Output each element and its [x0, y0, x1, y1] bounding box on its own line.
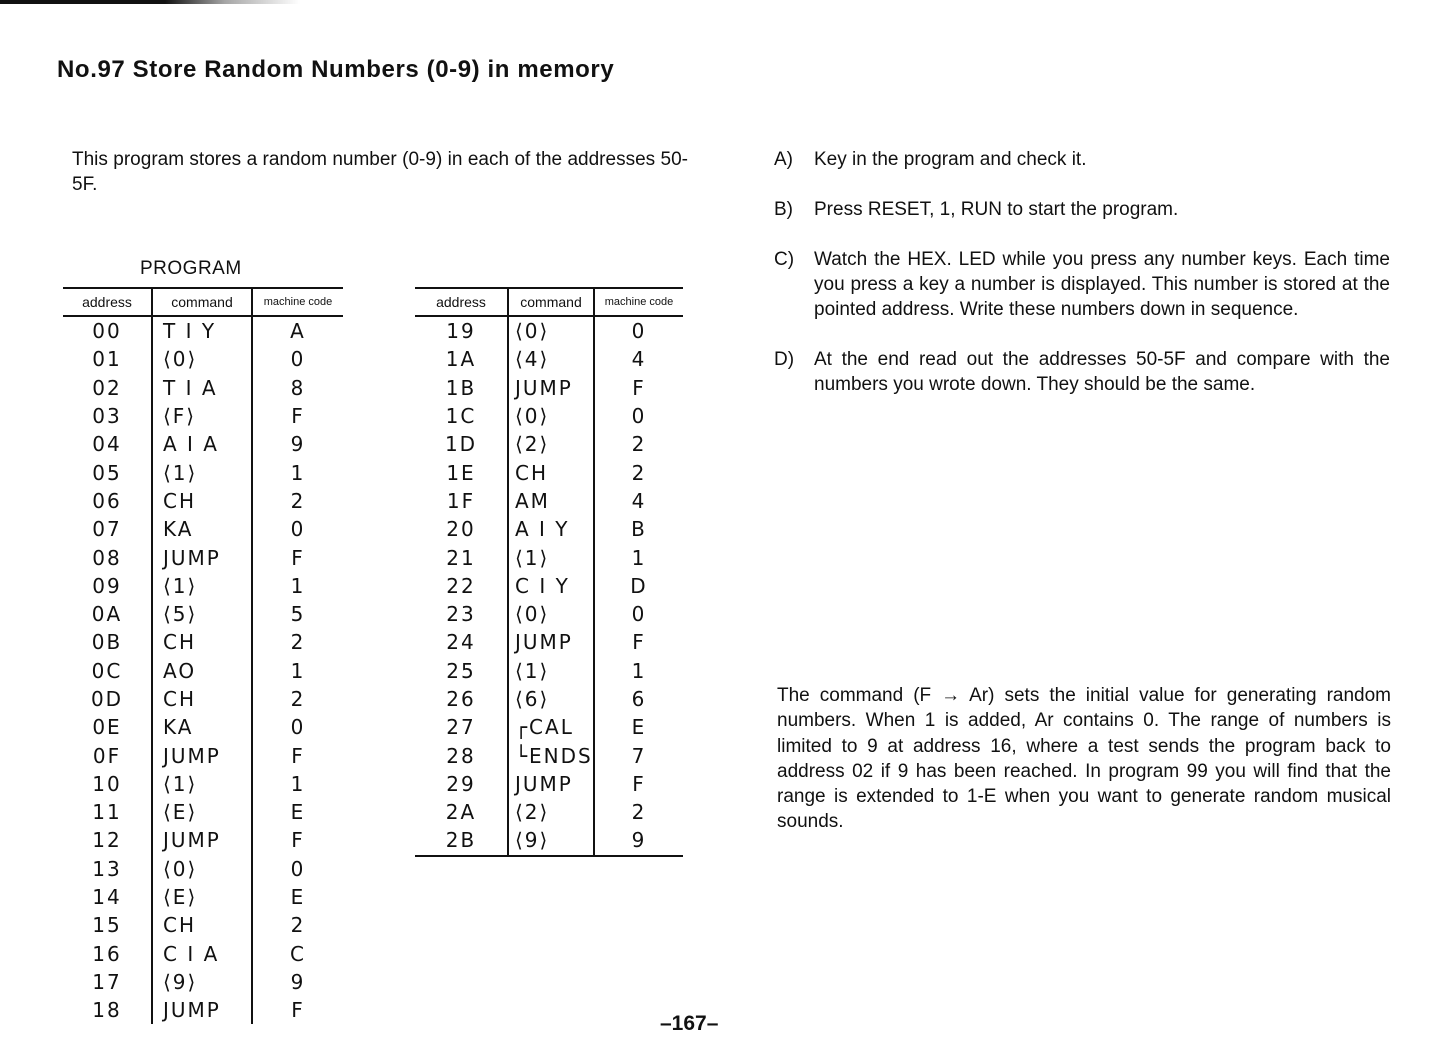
machine-code-cell: 1: [631, 545, 647, 570]
command-cell: ⟨E⟩: [152, 798, 252, 826]
command-cell: ⟨0⟩: [508, 316, 594, 345]
program-row: [63, 374, 343, 402]
command-cell: JUMP: [508, 770, 594, 798]
address-cell: 22: [415, 572, 508, 600]
address-cell: 1B: [415, 374, 508, 402]
program-row: [415, 374, 683, 402]
machine-code-cell: 7: [631, 743, 647, 768]
step-letter: A): [774, 149, 793, 170]
program-row: [415, 741, 683, 769]
address-cell: 14: [63, 883, 152, 911]
address-cell: 01: [63, 345, 152, 373]
address-cell: 20: [415, 515, 508, 543]
command-cell: AM: [508, 487, 594, 515]
address-cell: 1D: [415, 430, 508, 458]
program-row: [415, 826, 683, 855]
address-cell: 26: [415, 685, 508, 713]
program-row: [415, 345, 683, 373]
command-cell: CH: [152, 628, 252, 656]
address-cell: 2A: [415, 798, 508, 826]
command-cell: ⟨2⟩: [508, 798, 594, 826]
address-cell: 0B: [63, 628, 152, 656]
command-cell: KA: [152, 515, 252, 543]
machine-code-cell: 4: [631, 488, 647, 513]
page-number: –167–: [660, 1012, 719, 1035]
step-letter: D): [774, 349, 795, 370]
command-cell: ⟨1⟩: [508, 543, 594, 571]
address-cell: 16: [63, 940, 152, 968]
address-cell: 00: [63, 316, 152, 345]
command-cell: CH: [152, 487, 252, 515]
command-cell: ⟨9⟩: [152, 968, 252, 996]
address-cell: 17: [63, 968, 152, 996]
program-row: [63, 458, 343, 486]
step-letter: B): [774, 199, 793, 220]
program-row: [415, 628, 683, 656]
program-row: [415, 685, 683, 713]
program-row: [415, 430, 683, 458]
machine-code-cell: 5: [290, 602, 306, 627]
address-cell: 03: [63, 402, 152, 430]
step-letter: C): [774, 249, 795, 270]
machine-code-header: machine code: [594, 288, 683, 316]
machine-code-cell: E: [290, 800, 306, 825]
address-cell: 0E: [63, 713, 152, 741]
command-cell: ⟨2⟩: [508, 430, 594, 458]
machine-code-cell: F: [291, 743, 305, 768]
address-cell: 2B: [415, 826, 508, 855]
address-cell: 10: [63, 770, 152, 798]
command-cell: ⟨F⟩: [152, 402, 252, 430]
command-cell: ⟨0⟩: [152, 345, 252, 373]
command-cell: ┌CAL: [508, 713, 594, 741]
program-row: [415, 572, 683, 600]
address-header: address: [415, 288, 508, 316]
program-label: PROGRAM: [140, 258, 242, 279]
command-header: command: [508, 288, 594, 316]
intro-paragraph: This program stores a random number (0-9) in each of the addresses 50-5F.: [72, 149, 688, 195]
address-cell: 24: [415, 628, 508, 656]
machine-code-cell: B: [631, 517, 647, 542]
program-row: [63, 345, 343, 373]
address-cell: 1C: [415, 402, 508, 430]
page-title: No.97 Store Random Numbers (0-9) in memory: [57, 56, 615, 83]
machine-code-cell: 6: [631, 687, 647, 711]
program-row: [63, 770, 343, 798]
step-text: At the end read out the addresses 50-5F and compare with the numbers you wrote down. They should be the same.: [814, 349, 1390, 395]
address-cell: 09: [63, 572, 152, 600]
command-cell: ⟨1⟩: [152, 770, 252, 798]
machine-code-cell: E: [290, 885, 306, 910]
address-cell: 05: [63, 458, 152, 486]
command-cell: AO: [152, 657, 252, 685]
program-row: [63, 572, 343, 600]
machine-code-cell: 1: [290, 658, 306, 683]
machine-code-cell: 8: [290, 375, 306, 400]
address-cell: 15: [63, 911, 152, 939]
machine-code-cell: 1: [290, 460, 306, 485]
command-cell: JUMP: [152, 996, 252, 1024]
command-cell: └ENDS: [508, 741, 594, 769]
program-row: [63, 543, 343, 571]
address-cell: 04: [63, 430, 152, 458]
machine-code-cell: E: [631, 715, 647, 740]
machine-code-cell: D: [630, 573, 648, 598]
program-row: [63, 713, 343, 741]
machine-code-cell: F: [632, 630, 646, 655]
program-row: [63, 741, 343, 769]
program-row: [415, 402, 683, 430]
address-cell: 23: [415, 600, 508, 628]
machine-code-cell: 1: [631, 658, 647, 683]
step-d: [774, 347, 1390, 397]
program-row: [63, 685, 343, 713]
program-row: [415, 458, 683, 486]
command-cell: CH: [152, 685, 252, 713]
step-text: Press RESET, 1, RUN to start the program.: [814, 199, 1179, 220]
machine-code-cell: 0: [631, 602, 647, 627]
machine-code-cell: F: [632, 771, 646, 796]
program-row: [63, 855, 343, 883]
command-cell: JUMP: [508, 628, 594, 656]
machine-code-cell: 2: [631, 460, 647, 485]
step-text: Watch the HEX. LED while you press any number keys. Each time you press a key a number is displayed. This number is stored at the pointed address. Write these numbers down in sequence.: [814, 249, 1390, 320]
machine-code-cell: F: [291, 545, 305, 570]
machine-code-cell: 9: [290, 969, 306, 994]
command-cell: ⟨0⟩: [152, 855, 252, 883]
machine-code-cell: 0: [631, 404, 647, 429]
address-cell: 29: [415, 770, 508, 798]
command-cell: CH: [508, 458, 594, 486]
machine-code-cell: 2: [631, 432, 647, 457]
program-row: [63, 911, 343, 939]
machine-code-cell: F: [291, 828, 305, 853]
program-row: [63, 487, 343, 515]
command-cell: ⟨1⟩: [152, 458, 252, 486]
step-a: [774, 147, 1390, 172]
program-row: [63, 883, 343, 911]
machine-code-cell: 2: [631, 800, 647, 825]
command-cell: KA: [152, 713, 252, 741]
machine-code-cell: F: [632, 375, 646, 400]
program-row: [63, 430, 343, 458]
program-row: [415, 713, 683, 741]
command-cell: ⟨1⟩: [152, 572, 252, 600]
machine-code-cell: 0: [290, 517, 306, 542]
program-row: [63, 996, 343, 1024]
address-cell: 0C: [63, 657, 152, 685]
machine-code-cell: F: [291, 404, 305, 429]
program-row: [63, 628, 343, 656]
command-header: command: [152, 288, 252, 316]
address-cell: 27: [415, 713, 508, 741]
address-cell: 0D: [63, 685, 152, 713]
explanation-note: The command (F → Ar) sets the initial value for generating random numbers. When 1 is added, Ar contains 0. The range of numbers is limited to 9 at address 16, where a test sends the program back to address 02 if 9 has been reached. In program 99 you will find that the range is extended to 1-E when you want to generate random musical sounds.: [777, 685, 1391, 833]
address-cell: 06: [63, 487, 152, 515]
address-cell: 0A: [63, 600, 152, 628]
machine-code-cell: 0: [290, 715, 306, 740]
step-c: [774, 247, 1390, 322]
address-cell: 02: [63, 374, 152, 402]
program-table-left: [63, 287, 343, 1024]
program-row: [63, 968, 343, 996]
machine-code-cell: 0: [290, 347, 306, 372]
address-cell: 19: [415, 316, 508, 345]
command-cell: CH: [152, 911, 252, 939]
command-cell: JUMP: [152, 741, 252, 769]
program-table-right: [415, 287, 683, 857]
address-cell: 0F: [63, 741, 152, 769]
program-row: [415, 798, 683, 826]
machine-code-cell: A: [290, 319, 306, 344]
program-row: [415, 600, 683, 628]
command-cell: ⟨9⟩: [508, 826, 594, 855]
address-cell: 11: [63, 798, 152, 826]
address-cell: 18: [63, 996, 152, 1024]
machine-code-header: machine code: [252, 288, 343, 316]
program-row: [63, 798, 343, 826]
program-row: [63, 826, 343, 854]
program-row: [415, 316, 683, 345]
address-header: address: [63, 288, 152, 316]
command-cell: ⟨0⟩: [508, 402, 594, 430]
machine-code-cell: 2: [290, 630, 306, 655]
scan-edge-mark: [0, 0, 300, 4]
step-text: Key in the program and check it.: [814, 149, 1087, 170]
command-cell: JUMP: [152, 543, 252, 571]
address-cell: 1F: [415, 487, 508, 515]
command-cell: T I Y: [152, 316, 252, 345]
machine-code-cell: 2: [290, 687, 306, 711]
command-cell: JUMP: [508, 374, 594, 402]
program-row: [63, 515, 343, 543]
command-cell: JUMP: [152, 826, 252, 854]
address-cell: 08: [63, 543, 152, 571]
command-cell: ⟨6⟩: [508, 685, 594, 713]
program-row: [63, 600, 343, 628]
instruction-steps: [774, 147, 1390, 422]
step-b: [774, 197, 1390, 222]
address-cell: 12: [63, 826, 152, 854]
address-cell: 1A: [415, 345, 508, 373]
program-row: [415, 657, 683, 685]
program-row: [63, 940, 343, 968]
machine-code-cell: 4: [631, 347, 647, 372]
program-row: [415, 543, 683, 571]
command-cell: T I A: [152, 374, 252, 402]
command-cell: C I A: [152, 940, 252, 968]
command-cell: ⟨0⟩: [508, 600, 594, 628]
machine-code-cell: 1: [290, 573, 306, 598]
command-cell: A I Y: [508, 515, 594, 543]
address-cell: 28: [415, 741, 508, 769]
command-cell: ⟨4⟩: [508, 345, 594, 373]
address-cell: 21: [415, 543, 508, 571]
machine-code-cell: 0: [290, 856, 306, 881]
program-row: [415, 770, 683, 798]
address-cell: 13: [63, 855, 152, 883]
machine-code-cell: F: [291, 998, 305, 1023]
program-row: [415, 487, 683, 515]
command-cell: ⟨5⟩: [152, 600, 252, 628]
address-cell: 25: [415, 657, 508, 685]
machine-code-cell: 0: [631, 319, 647, 344]
program-row: [63, 316, 343, 345]
machine-code-cell: 9: [290, 432, 306, 457]
command-cell: A I A: [152, 430, 252, 458]
address-cell: 1E: [415, 458, 508, 486]
machine-code-cell: 9: [594, 826, 683, 855]
program-row: [63, 402, 343, 430]
program-row: [63, 657, 343, 685]
command-cell: C I Y: [508, 572, 594, 600]
address-cell: 07: [63, 515, 152, 543]
machine-code-cell: 2: [290, 488, 306, 513]
command-cell: ⟨1⟩: [508, 657, 594, 685]
machine-code-cell: 1: [290, 771, 306, 796]
machine-code-cell: C: [290, 941, 306, 966]
program-row: [415, 515, 683, 543]
machine-code-cell: 2: [290, 913, 306, 938]
command-cell: ⟨E⟩: [152, 883, 252, 911]
